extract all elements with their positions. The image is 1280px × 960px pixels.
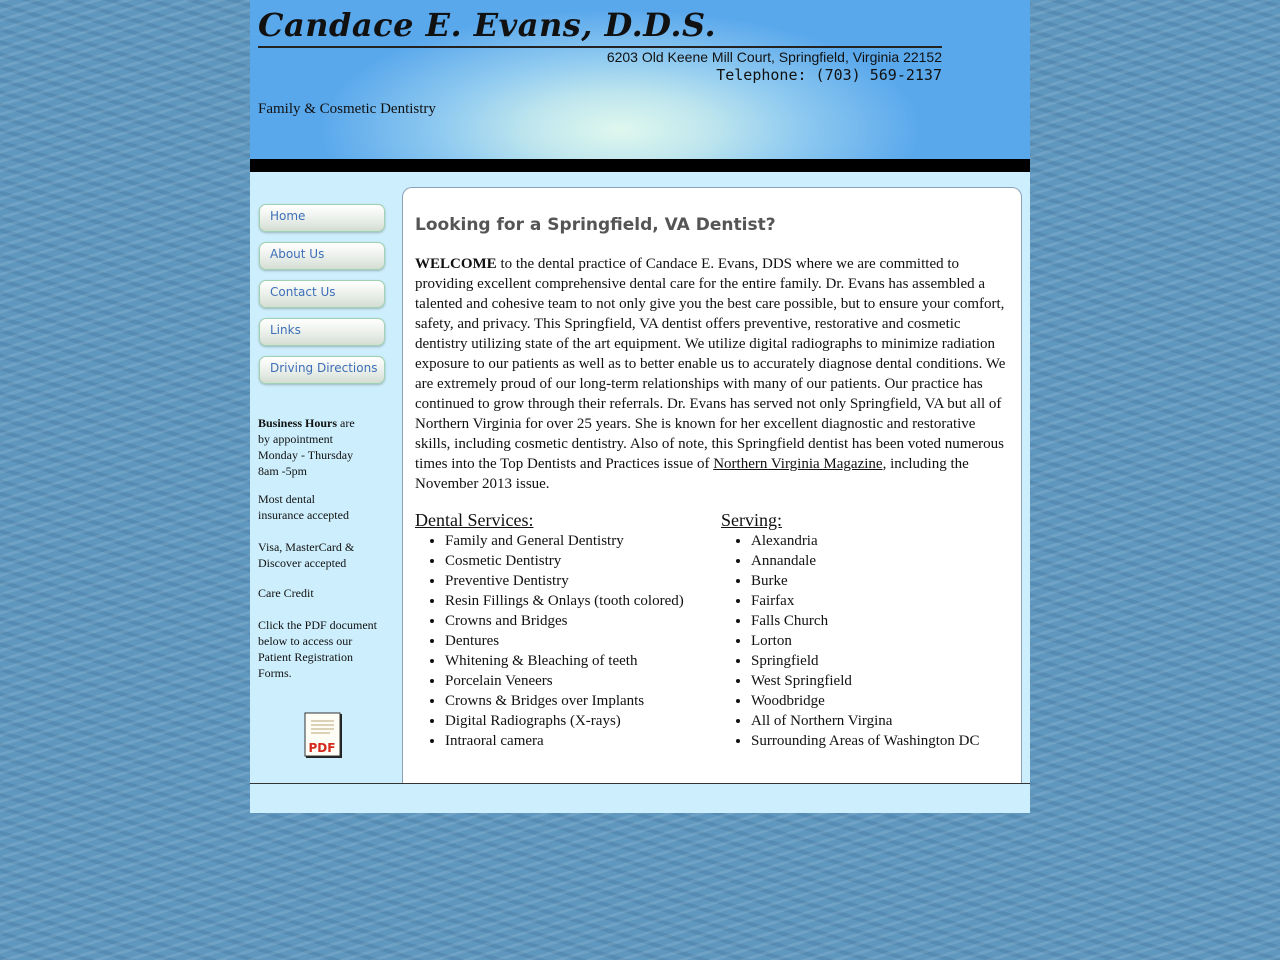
page-container [250, 0, 1030, 813]
welcome-text: to the dental practice of Candace E. Evans, DDS where we are committed to providing excellent comprehensive dental care for the entire family. Dr. Evans has assembled a talented and cohesive team to not only give you the best care possible, but to ensure your comfort, safety, and privacy. This Springfield, VA dentist offers preventive, restorative and cosmetic dentistry utilizing state of the art equipment. We utilize digital radiographs to minimize radiation exposure to our patients as well as to better enable us to accurately diagnose dental conditions. We are extremely proud of our long-term relationships with many of our patients. Our practice has continued to grow through their referrals. Dr. Evans has served not only Springfield, VA but all of Northern Virginia for over 25 years. She is known for her excellent diagnostic and restorative skills, including cosmetic dentistry. Also of note, this Springfield dentist has been voted numerous times into the Top Dentists and Practices issue of [415, 256, 1006, 472]
area-item: • Lorton [751, 631, 1011, 651]
pdf-instructions: below to access our [258, 634, 353, 648]
area-item: • Annandale [751, 551, 1011, 571]
service-item: • Resin Fillings & Onlays (tooth colored) [445, 591, 715, 611]
service-item: • Preventive Dentistry [445, 571, 715, 591]
business-hours-suffix: are [337, 416, 355, 430]
business-hours-label: Business Hours [258, 416, 338, 430]
page-title: Looking for a Springfield, VA Dentist? [415, 215, 776, 235]
area-item: • West Springfield [751, 671, 1011, 691]
hours-line: by appointment [258, 432, 333, 446]
header-divider-bar [250, 159, 1030, 172]
pdf-instructions: Patient Registration [258, 650, 353, 664]
care-credit: Care Credit [258, 586, 314, 600]
service-areas [721, 509, 1011, 751]
area-item: • Fairfax [751, 591, 1011, 611]
service-item: • Cosmetic Dentistry [445, 551, 715, 571]
service-item: • Crowns and Bridges [445, 611, 715, 631]
insurance-line: Most dental [258, 492, 315, 506]
business-hours [258, 415, 398, 431]
insurance-line: insurance accepted [258, 508, 349, 522]
area-item: • Burke [751, 571, 1011, 591]
welcome-text-end: , including the November 2013 issue. [415, 456, 969, 492]
pdf-document-icon[interactable] [304, 712, 344, 760]
practice-tagline: Family & Cosmetic Dentistry [258, 101, 436, 117]
area-item: • Alexandria [751, 531, 1011, 551]
dental-services-heading: Dental Services: [415, 510, 534, 530]
service-item: • Intraoral camera [445, 731, 715, 751]
title-divider [258, 46, 942, 48]
service-item: • Whitening & Bleaching of teeth [445, 651, 715, 671]
service-item: • Crowns & Bridges over Implants [445, 691, 715, 711]
pdf-instructions: Click the PDF document [258, 618, 377, 632]
footer-divider [250, 783, 1030, 784]
site-title: Candace E. Evans, D.D.S. [258, 6, 717, 44]
service-item: • Family and General Dentistry [445, 531, 715, 551]
site-header [250, 0, 1030, 159]
serving-heading: Serving: [721, 510, 782, 530]
service-areas-list [721, 531, 1011, 751]
cards-line: Visa, MasterCard & [258, 540, 355, 554]
hours-days: Monday - Thursday [258, 448, 354, 462]
pdf-icon-label: PDF [308, 741, 336, 755]
cards-line: Discover accepted [258, 556, 347, 570]
service-item: • Digital Radiographs (X-rays) [445, 711, 715, 731]
area-item: • Springfield [751, 651, 1011, 671]
practice-address: 6203 Old Keene Mill Court, Springfield, Virginia 22152 [606, 49, 942, 65]
area-item: • All of Northern Virgina [751, 711, 1011, 731]
area-item: • Woodbridge [751, 691, 1011, 711]
nav-home[interactable]: Home [259, 204, 385, 232]
hours-times: 8am -5pm [258, 464, 307, 478]
nav-about-us[interactable]: About Us [259, 242, 385, 270]
service-item: • Dentures [445, 631, 715, 651]
service-item: • Porcelain Veneers [445, 671, 715, 691]
welcome-label: WELCOME [415, 256, 497, 272]
sidebar [250, 172, 400, 782]
sidebar-info [258, 415, 398, 681]
pdf-instructions: Forms. [258, 666, 292, 680]
practice-phone: Telephone: (703) 569-2137 [716, 66, 942, 84]
dental-services [415, 509, 715, 751]
main-content [402, 187, 1022, 783]
nav-contact-us[interactable]: Contact Us [259, 280, 385, 308]
northern-virginia-magazine-link[interactable]: Northern Virginia Magazine [713, 456, 883, 472]
nav-links[interactable]: Links [259, 318, 385, 346]
area-item: • Falls Church [751, 611, 1011, 631]
area-item: • Surrounding Areas of Washington DC [751, 731, 1011, 751]
nav-driving-directions[interactable]: Driving Directions [259, 356, 385, 384]
welcome-paragraph [415, 254, 1011, 494]
dental-services-list [415, 531, 715, 751]
